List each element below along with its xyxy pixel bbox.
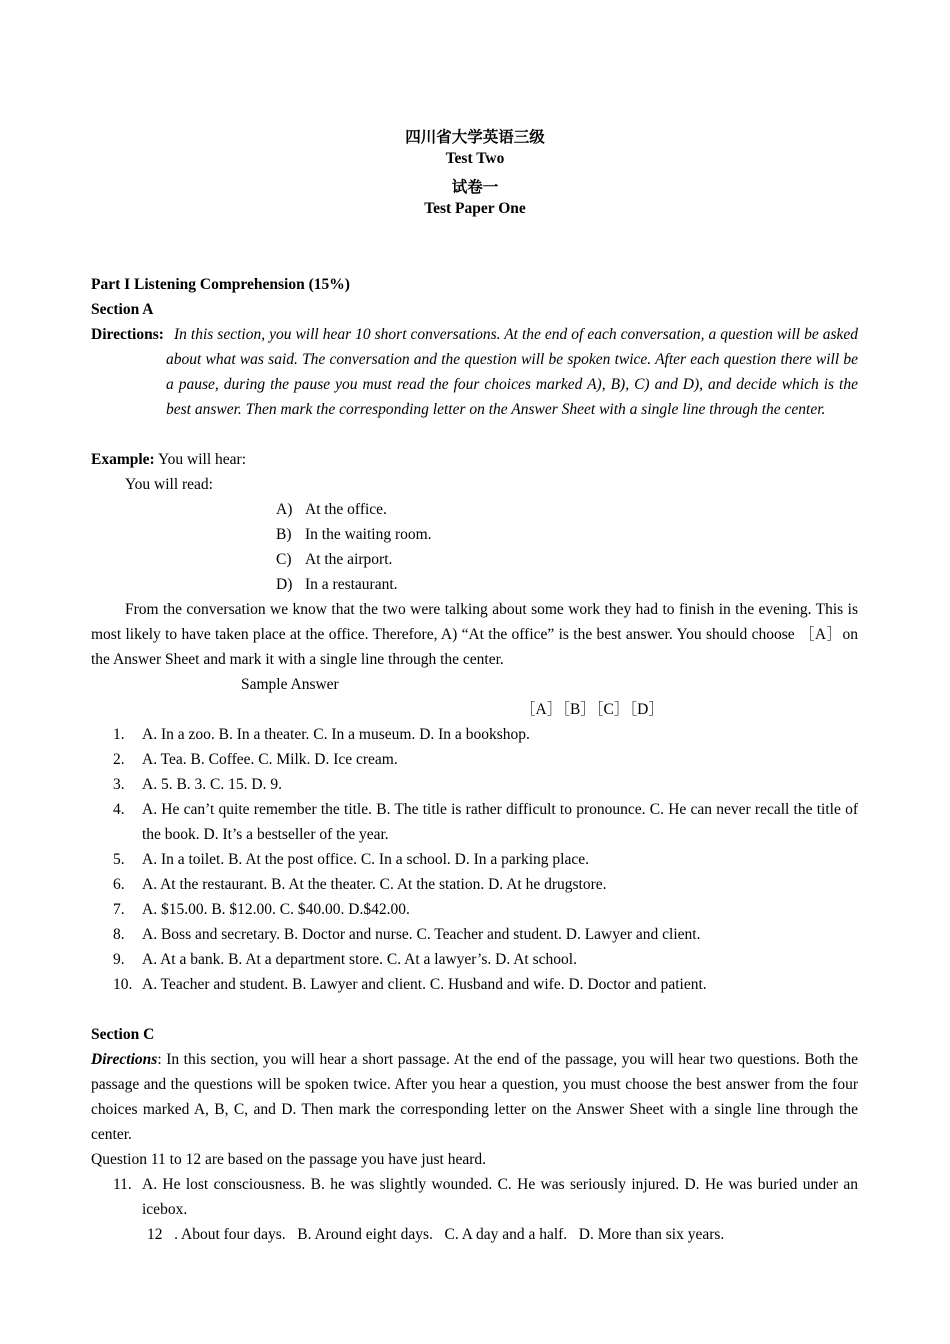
example-option: D) In a restaurant. xyxy=(276,576,398,593)
example-option: C) At the airport. xyxy=(276,551,393,568)
section-c-directions-text: : In this section, you will hear a short passage. At the end of the passage, you will hear two questions. Both the passage and the questions will be spoken twice. After you hear a question, you must choose the best answer from the four choices marked A, B, C, and D. Then mark the corresponding letter on the Answer Sheet with a single line through the center. xyxy=(91,1051,858,1143)
section-c-intro: Question 11 to 12 are based on the passage you have just heard. xyxy=(91,1151,487,1168)
question-item: 6. A. At the restaurant. B. At the theater. C. At the station. D. At he drugstore. xyxy=(113,876,607,893)
section-c-title: Section C xyxy=(91,1026,155,1043)
section-a-title: Section A xyxy=(91,301,154,318)
question-item: 9. A. At a bank. B. At a department store. C. At a lawyer’s. D. At school. xyxy=(113,951,577,968)
question-item: 5. A. In a toilet. B. At the post office. C. In a school. D. In a parking place. xyxy=(113,851,589,868)
example-read: You will read: xyxy=(125,476,213,493)
question-item: 8. A. Boss and secretary. B. Doctor and nurse. C. Teacher and student. D. Lawyer and client. xyxy=(113,926,701,943)
part-title: Part I Listening Comprehension (15%) xyxy=(91,276,350,293)
paper-name: Test Paper One xyxy=(424,200,526,217)
question-item: 4. A. He can’t quite remember the title. B. The title is rather difficult to pronounce. C. He can never recall the title of the book. D. It’s a bestseller of the year. xyxy=(113,801,858,843)
directions-text: In this section, you will hear 10 short conversations. At the end of each conversation, a question will be asked about what was said. The conversation and the question will be spoken twice. After each question there will be a pause, during the pause you must read the four choices marked A), B), C) and D), and decide which is the best answer. Then mark the corresponding letter on the Answer Sheet with a single line through the center. xyxy=(166,326,858,418)
example-label: Example: xyxy=(91,451,155,468)
test-name: Test Two xyxy=(445,150,505,167)
example-explanation: From the conversation we know that the two were talking about some work they had to finish in the evening. This is most likely to have taken place at the office. Therefore, A) “At the office” is the best answer. You should choose ［A］on the Answer Sheet and mark it with a single line through the center. xyxy=(91,601,858,668)
example-option: B) In the waiting room. xyxy=(276,526,432,543)
question-item: 2. A. Tea. B. Coffee. C. Milk. D. Ice cream. xyxy=(113,751,398,768)
example-option: A) At the office. xyxy=(276,501,387,518)
section-c-directions-label: Directions xyxy=(91,1051,158,1068)
question-item: 7. A. $15.00. B. $12.00. C. $40.00. D.$42.00. xyxy=(113,901,410,918)
question-item: 11. A. He lost consciousness. B. he was slightly wounded. C. He was seriously injured. D. He was buried under an icebox. xyxy=(113,1176,858,1218)
sample-answer-label: Sample Answer xyxy=(241,676,339,693)
sample-answer-marks: ［A］［B］［C］［D］ xyxy=(520,701,664,718)
section-c-directions xyxy=(91,1047,858,1147)
example-hear: You will hear: xyxy=(158,451,247,468)
question-item: 1. A. In a zoo. B. In a theater. C. In a museum. D. In a bookshop. xyxy=(113,726,530,743)
title-chinese: 四川省大学英语三级 xyxy=(405,129,545,146)
example-line xyxy=(91,447,858,472)
question-item: 3. A. 5. B. 3. C. 15. D. 9. xyxy=(113,776,282,793)
paper-chinese: 试卷一 xyxy=(451,179,499,196)
question-item: 10. A. Teacher and student. B. Lawyer and client. C. Husband and wife. D. Doctor and patient. xyxy=(113,976,707,993)
question-item: 12 . About four days. B. Around eight days. C. A day and a half. D. More than six years. xyxy=(147,1226,725,1243)
directions-label: Directions: xyxy=(91,326,164,343)
